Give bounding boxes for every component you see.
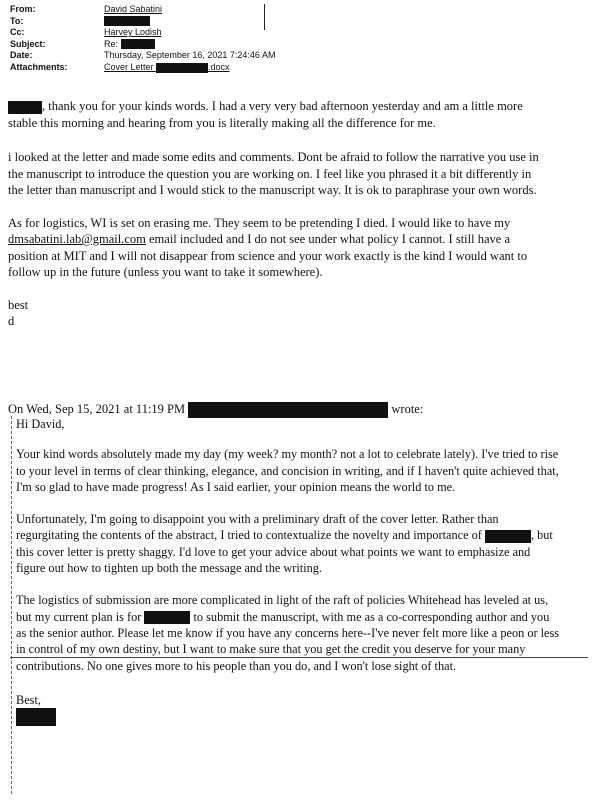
email-link[interactable]: dmsabatini.lab@gmail.com [8, 232, 146, 246]
quoted-paragraph-1: Your kind words absolutely made my day (my week? my month? not a lot to celebrate lately). I've tried to rise to your level in terms of clear thinking, elegance, and concision in writing, and if I haven't quite achieved that, I'm so glad to have made progress! As I said earlier, your opinion means the world to me. [16, 447, 559, 494]
attachments-row [10, 62, 275, 74]
from-label: From: [10, 4, 36, 14]
to-redaction [104, 16, 150, 26]
quoted-header: On Wed, Sep 15, 2021 at 11:19 PM wrote: [8, 401, 568, 418]
reply-paragraph-3: As for logistics, WI is set on erasing me. They seem to be pretending I died. I would like to have my dmsabatini.lab@gmail.com email included and I do not see under what policy I cannot. I still have a position at MIT and I will not disappear from science and your work exactly is the kind I would want to follow up in the future (unless you want to take it somewhere). [8, 215, 528, 279]
email-header [10, 4, 275, 74]
cc-value: Harvey Lodish [104, 27, 162, 38]
to-row [10, 16, 275, 28]
from-row [10, 4, 275, 16]
quoted-body [16, 416, 561, 726]
reply-paragraph-1: , thank you for your kinds words. I had a very very bad afternoon yesterday and am a little more stable this morning and hearing from you is literally making all the difference for me. [8, 99, 523, 130]
attachments-label: Attachments: [10, 61, 68, 72]
cc-label: Cc: [10, 27, 25, 38]
quoted-signoff: Best, [16, 692, 41, 707]
reply-body [8, 98, 548, 330]
quoted-greeting: Hi David, [16, 417, 65, 431]
scan-line [10, 657, 588, 658]
reply-signoff: best [8, 297, 29, 312]
reply-signature: d [8, 314, 15, 328]
person-redaction [144, 611, 190, 624]
name-redaction [8, 101, 42, 114]
subject-label: Subject: [10, 38, 46, 49]
to-label: To: [10, 15, 24, 26]
subject-value: Re: [104, 38, 119, 49]
attachment-suffix[interactable]: .docx [208, 61, 230, 72]
subject-row [10, 39, 275, 51]
header-divider [264, 4, 265, 30]
quote-bar [11, 416, 12, 794]
quoted-signature-redaction [16, 708, 561, 726]
project-redaction-1 [485, 530, 531, 543]
attachment-redaction [156, 63, 208, 73]
date-value: Thursday, September 16, 2021 7:24:46 AM [104, 50, 276, 61]
subject-redaction [121, 39, 155, 49]
quoted-paragraph-2: Unfortunately, I'm going to disappoint you with a preliminary draft of the cover letter. Rather than regurgitating the contents of the abstract, I tried to contextualize the novelty and importance of , but this cover letter is pretty shaggy. I'd love to get your advice about what points we want to emphasize and figure out how to tighten up both the message and the writing. [16, 512, 553, 576]
attachment-prefix[interactable]: Cover Letter [104, 61, 154, 72]
quoted-paragraph-3: The logistics of submission are more complicated in light of the raft of policies Whitehead has leveled at us, but my current plan is for to submit the manuscript, with me as a co-corresponding author and you as the senior author. Please let me know if you have any concerns here--I've never felt more like a peon or less in control of my own destiny, but I want to make sure that you get the credit you deserve for your many contributions. No one gives more to his people than you do, and I won't lose sight of that. [16, 593, 560, 673]
from-value: David Sabatini [104, 4, 163, 14]
reply-paragraph-2: i looked at the letter and made some edits and comments. Dont be afraid to follow the narrative you use in the manuscript to introduce the question you are working on. I feel like you phrased it a bit differently in the letter than manuscript and I would stick to the manuscript way. It is ok to paraphrase your own words. [8, 150, 539, 197]
date-label: Date: [10, 50, 33, 61]
date-row [10, 50, 275, 62]
cc-row [10, 27, 275, 39]
